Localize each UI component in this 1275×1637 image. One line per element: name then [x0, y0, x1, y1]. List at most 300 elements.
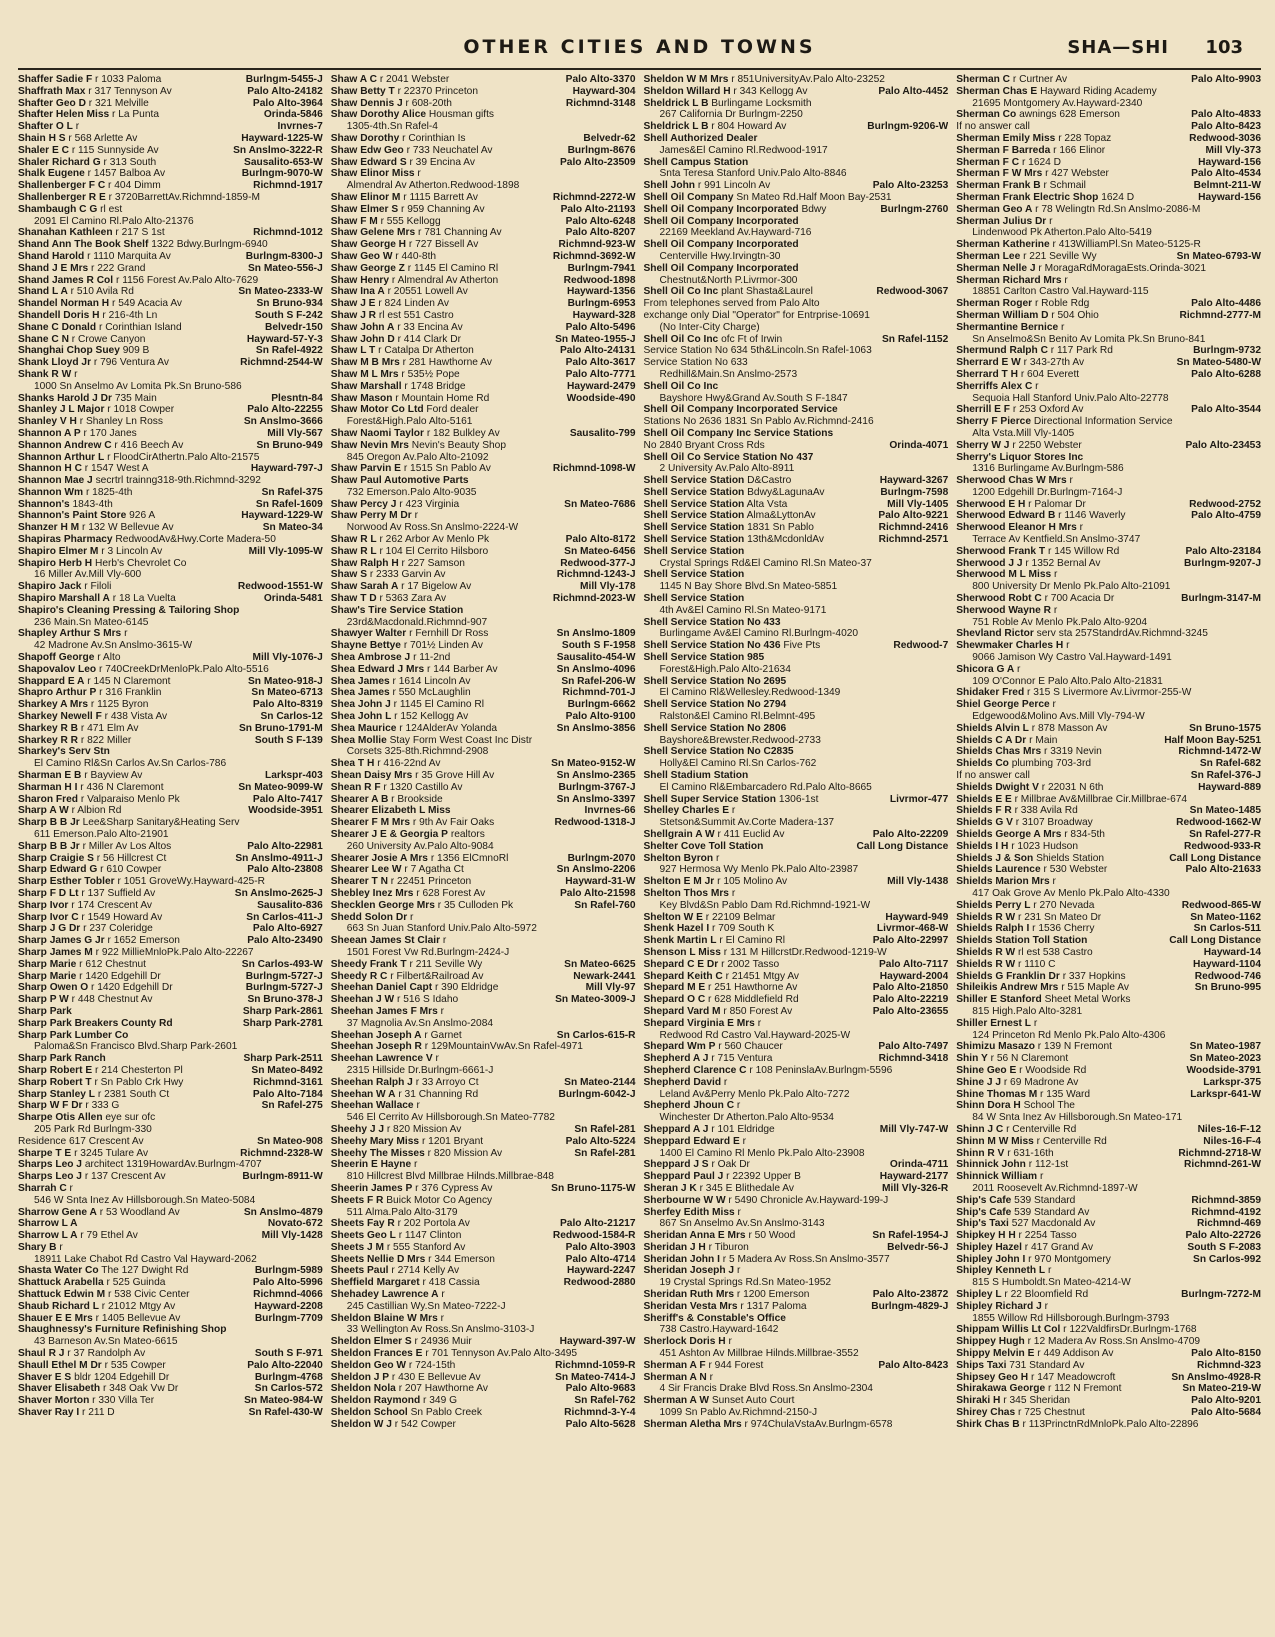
listing-entry [331, 74, 636, 86]
listing-address: r 515 Maple Av [1061, 982, 1129, 994]
listing-entry [956, 275, 1261, 287]
listing-entry [331, 971, 636, 983]
listing-address: r 117 Park Rd [1050, 345, 1113, 357]
listing-address: r 449 Addison Av [1037, 1348, 1114, 1360]
listing-address: 845 Oregon Av.Palo Alto-21092 [346, 451, 489, 463]
listing-entry [331, 1254, 636, 1266]
listing-phone: South S F-971 [254, 1348, 323, 1360]
listing-entry [644, 1159, 949, 1171]
listing-address: r 315 S Livermore Av.Livrmor-255-W [1027, 687, 1192, 699]
listing-address: r 555 Stanford Av [386, 1241, 466, 1253]
listing-address: r [1017, 663, 1021, 675]
listing-address: r [1066, 640, 1070, 652]
listing-address: r 21451 Mtgy Av [725, 970, 800, 982]
listing-address: 1000 Sn Anselmo Av Lomita Pk.Sn Bruno-586 [34, 380, 242, 392]
listing-name: Shaw S [330, 569, 367, 581]
listing-phone: Richmnd-3-Y-4 [564, 1407, 636, 1419]
listing-name: Shaw George Z [330, 262, 405, 274]
listing-address: r [440, 1005, 445, 1017]
listing-address: r 5490 Chronicle Av.Hayward-199-J [728, 1194, 889, 1206]
listing-name: Shearer A B [330, 793, 389, 805]
listing-entry [956, 357, 1261, 369]
listing-name: Shelton E M Jr [643, 876, 715, 888]
listing-name: Shasta Water Co [18, 1265, 99, 1277]
listing-entry [331, 770, 636, 782]
listing-entry [956, 180, 1261, 192]
listing-address: No 2840 Bryant Cross Rds [643, 439, 765, 451]
listing-name: Shearer Elizabeth L Miss [330, 805, 451, 817]
listing-name: Shell Service Station No 433 [643, 616, 781, 628]
listing-address: r 17 Bigelow Av [401, 581, 472, 593]
listing-entry [18, 959, 323, 971]
listing-entry [18, 1348, 323, 1360]
listing-entry [956, 617, 1261, 629]
listing-entry [956, 1218, 1261, 1230]
listing-name: Shiller E Stanford [956, 994, 1042, 1006]
listing-address: r [414, 1159, 418, 1171]
listing-address: r [69, 1182, 73, 1194]
listing-name: Shaw M L Mrs [330, 368, 399, 380]
listing-entry [956, 1277, 1261, 1289]
listing-entry [644, 711, 949, 723]
listing-entry [956, 900, 1261, 912]
listing-phone: Hayward-797-J [250, 463, 323, 475]
listing-phone: Sn Mateo-8492 [251, 1064, 323, 1076]
listing-name: Sherman A F [643, 1359, 706, 1371]
listing-phone: Mill Vly-1405 [887, 498, 949, 510]
listing-address: 735 Main [114, 392, 157, 404]
listing-name: Shaw Elinor M [330, 191, 401, 203]
listing-entry [956, 286, 1261, 298]
listing-address: 539 Standard [1014, 1194, 1076, 1206]
listing-address: 815 S Humboldt.Sn Mateo-4214-W [972, 1277, 1131, 1289]
listing-entry [331, 1100, 636, 1112]
listing-name: Shaw Sarah A [330, 581, 399, 593]
listing-address: r 2002 Tasso [721, 958, 780, 970]
listing-name: Shelton W E [643, 911, 703, 923]
listing-entry [331, 310, 636, 322]
listing-address: 205 Park Rd Burlngm-330 [34, 1123, 152, 1135]
listing-phone: Palo Alto-8150 [1191, 1348, 1261, 1360]
listing-address: 611 Emerson.Palo Alto-21901 [34, 829, 169, 840]
listing-entry [18, 393, 323, 405]
listing-entry [644, 1006, 949, 1018]
listing-entry [644, 416, 949, 428]
listing-name: Shelton Byron [643, 852, 714, 864]
listing-name: Shell Oil Company Incorporated [643, 262, 799, 274]
listing-phone: Mill Vly-97 [585, 982, 636, 994]
listing-name: Shipley Kenneth L [956, 1265, 1046, 1277]
listing-address: Stetson&Summit Av.Corte Madera-137 [659, 817, 835, 829]
listing-address: r Alto [97, 652, 121, 664]
listing-entry [644, 1395, 949, 1407]
listing-name: Shanzer H M [18, 522, 80, 534]
listing-name: Shaw Gelene Mrs [330, 227, 416, 239]
listing-name: Sheldon Blaine W Mrs [330, 1312, 438, 1324]
listing-name: Shalk Eugene [18, 168, 85, 180]
listing-address: Burlingame Av&El Camino Rl.Burlngm-4020 [659, 628, 859, 640]
listing-address: 1145 N Bay Shore Blvd.Sn Mateo-5851 [659, 581, 838, 593]
listing-phone: Richmnd-701-J [562, 687, 636, 699]
listing-entry [956, 74, 1261, 86]
listing-name: Sherwood Wayne R [956, 604, 1051, 616]
listing-entry [644, 428, 949, 440]
listing-entry [18, 1395, 323, 1407]
listing-entry [331, 1383, 636, 1395]
listing-address: Sn Anselmo&Sn Benito Av Lomita Pk.Sn Bruno-841 [972, 333, 1206, 345]
listing-name: Shecklen George Mrs [330, 899, 435, 911]
listing-address: r 1145 El Camino Rl [407, 262, 499, 274]
listing-name: Shanghai Chop Suey [18, 345, 120, 357]
listing-name: Sherman William D [956, 309, 1049, 321]
listing-name: Sharp W F Dr [18, 1100, 83, 1112]
listing-address: r 330 Villa Ter [92, 1395, 155, 1407]
listing-entry [18, 1136, 323, 1148]
listing-name: Sharman E B [18, 770, 82, 782]
listing-address: r 22031 N 6th [1041, 781, 1104, 793]
listing-entry [331, 676, 636, 688]
listing-entry [331, 334, 636, 346]
listing-phone: Hayward-304 [572, 85, 636, 97]
listing-name: Shaw Motor Co Ltd [330, 404, 424, 416]
listing-entry [956, 145, 1261, 157]
listing-name: Sheehan Joseph R [330, 1041, 422, 1053]
listing-entry [644, 605, 949, 617]
listing-name: Shiel George Perce [956, 699, 1050, 711]
listing-name: Sheets Nellie D Mrs [330, 1253, 426, 1265]
listing-name: Sheean James St Clair [330, 935, 441, 947]
listing-phone: Sn Mateo-219-W [1182, 1383, 1261, 1395]
listing-phone: Burlngm-7709 [254, 1312, 323, 1324]
listing-entry [644, 1277, 949, 1289]
listing-address: r [124, 628, 128, 640]
listing-entry [331, 275, 636, 287]
listing-entry [331, 923, 636, 935]
listing-address: r Filbert&Railroad Av [390, 970, 484, 982]
listing-phone: Belmnt-211-W [1193, 180, 1261, 192]
listing-name: Sheldon Elmer S [330, 1336, 412, 1348]
listing-entry [18, 581, 323, 593]
listing-phone: Palo Alto-5996 [252, 1277, 323, 1289]
listing-name: Shapiro's Cleaning Pressing & Tailoring Shop [18, 604, 240, 616]
listing-entry [331, 888, 636, 900]
listing-address: r Brookside [391, 793, 443, 805]
listing-name: Shaw Parvin E [330, 463, 401, 475]
listing-phone: Hayward-2247 [566, 1265, 636, 1277]
listing-entry [331, 735, 636, 747]
listing-entry [331, 1336, 636, 1348]
listing-name: Sherman Chas E [956, 85, 1038, 97]
listing-name: Shidaker Fred [956, 687, 1025, 699]
listing-name: Sheldon Frances E [330, 1348, 423, 1360]
listing-phone: Belvedr-56-J [887, 1241, 949, 1253]
listing-address: r [1052, 876, 1056, 888]
listing-address: r 820 Mission Av [386, 1123, 462, 1135]
listing-name: Shell Authorized Dealer [643, 132, 758, 144]
listing-entry [331, 687, 636, 699]
listing-entry [331, 711, 636, 723]
listing-entry [644, 393, 949, 405]
listing-address: r 53 Woodland Av [99, 1206, 180, 1218]
listing-address: r [1054, 569, 1058, 581]
listing-entry [331, 1277, 636, 1289]
listing-entry [644, 546, 949, 558]
listing-entry [956, 1053, 1261, 1065]
listing-phone: Hayward-889 [1198, 781, 1261, 793]
listing-address: eye sur ofc [105, 1112, 156, 1124]
listing-entry [644, 251, 949, 263]
listing-address: r 101 Eldridge [711, 1123, 775, 1135]
listing-address: r 974ChulaVstaAv.Burlngm-6578 [744, 1418, 893, 1430]
listing-name: Shallenberger F C [18, 180, 106, 192]
listing-entry [644, 74, 949, 86]
listing-name: Sharp Park Breakers County Rd [18, 1017, 173, 1029]
listing-name: Shepard Wm P [643, 1041, 716, 1053]
listing-phone: Burlngm-8676 [567, 144, 636, 156]
listing-name: Sharon Fred [18, 793, 79, 805]
listing-name: Shields F R [956, 805, 1012, 817]
listing-address: Stay Form West Coast Inc Distr [389, 734, 533, 746]
listing-address: 1099 Sn Pablo Av.Richmnd-2150-J [659, 1407, 818, 1419]
listing-entry [331, 1395, 636, 1407]
listing-name: Sheldrick L B [643, 121, 709, 133]
listing-entry [956, 510, 1261, 522]
listing-address: Nevin's Beauty Shop [411, 439, 506, 451]
listing-entry [956, 947, 1261, 959]
listing-entry [331, 1207, 636, 1219]
listing-phone: Redwood-1584-R [552, 1230, 636, 1242]
listing-entry [644, 841, 949, 853]
listing-entry [18, 74, 323, 86]
listing-entry [644, 640, 949, 652]
listing-name: Sherrard T H [956, 368, 1018, 380]
listing-entry [644, 959, 949, 971]
column-3 [644, 74, 949, 1431]
listing-name: Sharp Esther Tobler [18, 876, 115, 888]
listing-address: r 2254 Tasso [1018, 1230, 1077, 1242]
listing-entry [18, 298, 323, 310]
listing-name: Shannon Wm [18, 486, 84, 498]
listing-entry [18, 499, 323, 511]
listing-name: Sharp Ivor C [18, 911, 79, 923]
listing-entry [18, 1277, 323, 1289]
listing-entry [18, 699, 323, 711]
listing-address: If no answer call [956, 770, 1030, 782]
listing-address: plumbing 703-3rd [1011, 758, 1092, 770]
listing-name: Sheets F R [330, 1194, 384, 1206]
listing-address: r Filoli [84, 581, 112, 593]
listing-phone: Richmnd-2571 [878, 534, 949, 546]
listing-name: Sheridan Joseph J [643, 1265, 735, 1277]
listing-entry [18, 133, 323, 145]
listing-name: Shauer E E Mrs [18, 1312, 93, 1324]
listing-phone: Palo Alto-9221 [878, 510, 949, 522]
listing-name: Sheldon W J [330, 1418, 392, 1430]
listing-address: serv sta 257StandrdAv.Richmnd-3245 [1036, 628, 1208, 640]
listing-address: r 152 Kellogg Av [394, 711, 469, 723]
listing-name: Shaver Ray I [18, 1407, 80, 1419]
listing-address: r [75, 121, 80, 133]
listing-phone: Niles-16-F-12 [1197, 1123, 1261, 1135]
listing-address: r 1018 Cowper [107, 404, 175, 416]
listing-name: Sherry F Pierce [956, 416, 1031, 428]
listing-name: Shicora G A [956, 663, 1015, 675]
listing-address: r 2250 Webster [1012, 439, 1082, 451]
listing-entry [956, 982, 1261, 994]
listing-address: r 510 Avila Rd [70, 286, 134, 298]
listing-entry [18, 1018, 323, 1030]
listing-phone: Call Long Distance [1169, 852, 1261, 864]
listing-name: Sheridan J H [643, 1241, 706, 1253]
listing-address: r Millbrae Av&Millbrae Cir.Millbrae-674 [1014, 793, 1188, 805]
listing-phone: Sn Bruno-934 [256, 298, 323, 310]
listing-entry [956, 1348, 1261, 1360]
listing-name: Shell Service Station [643, 522, 745, 534]
listing-entry [18, 157, 323, 169]
listing-name: Sharman H I [18, 781, 78, 793]
listing-entry [18, 121, 323, 133]
listing-address: r Crowe Canyon [71, 333, 146, 345]
listing-name: Shanks Harold J Dr [18, 392, 112, 404]
listing-phone: Palo Alto-4759 [1191, 510, 1261, 522]
listing-address: r 104 El Cerrito Hilsboro [379, 545, 489, 557]
listing-entry [331, 664, 636, 676]
listing-name: Shea Mollie [330, 734, 387, 746]
listing-phone: Palo Alto-9903 [1191, 74, 1261, 85]
listing-name: Shippey Hugh [956, 1336, 1025, 1348]
listing-phone: Richmnd-3161 [253, 1076, 323, 1088]
listing-name: Sharp Craigie S [18, 852, 94, 864]
listing-address: r 922 MillieMnloPk.Palo Alto-22267 [95, 946, 254, 958]
listing-entry [644, 381, 949, 393]
listing-address: r 12 Madera Av Ross.Sn Anslmo-4709 [1027, 1336, 1201, 1348]
listing-address: r 423 Virginia [399, 498, 460, 510]
listing-address: 815 High.Palo Alto-3281 [972, 1005, 1083, 1017]
listing-address: r [1069, 475, 1073, 487]
listing-name: Shaw F M [330, 215, 378, 227]
listing-phone: Sn Mateo-5480-W [1176, 357, 1261, 369]
listing-address: r Main [1029, 734, 1058, 746]
listing-name: Shand J E Mrs [18, 262, 89, 274]
listing-entry [18, 794, 323, 806]
listing-phone: Plesntn-84 [271, 392, 323, 404]
listing-entry [331, 416, 636, 428]
listing-entry [956, 876, 1261, 888]
listing-name: Sherry's Liquor Stores Inc [956, 451, 1084, 463]
listing-address: 2 University Av.Palo Alto-8911 [659, 463, 795, 475]
listing-address: From telephones served from Palo Alto [643, 298, 820, 310]
listing-name: Sharrow L A [18, 1230, 78, 1242]
listing-address: r 174 Crescent Av [71, 899, 153, 911]
listing-phone: Livrmor-477 [889, 793, 949, 805]
listing-name: Shields Marion Mrs [956, 876, 1050, 888]
listing-entry [18, 1089, 323, 1101]
listing-address: r 1825-4th [85, 486, 133, 498]
listing-entry [644, 145, 949, 157]
listing-phone: Sn Bruno-1575 [1189, 722, 1261, 734]
listing-address: r [742, 1135, 746, 1147]
listing-name: Shea James [330, 675, 390, 687]
listing-name: Shimizu Masazo [956, 1041, 1035, 1053]
listing-entry [644, 1041, 949, 1053]
listing-phone: Sn Mateo-908 [257, 1135, 323, 1147]
listing-name: Shapiro Herb H [18, 557, 93, 569]
listing-entry [18, 487, 323, 499]
listing-entry [18, 805, 323, 817]
listing-name: Shean Daisy Mrs [330, 770, 413, 782]
listing-address: r 1624 D [1021, 156, 1062, 168]
listing-phone: Mill Vly-567 [267, 427, 323, 439]
listing-entry [956, 1372, 1261, 1384]
listing-entry [956, 487, 1261, 499]
listing-entry [18, 1159, 323, 1171]
listing-phone: Sn Anslmo-4879 [243, 1206, 323, 1218]
listing-phone: Sn Rafel-281 [574, 1147, 636, 1159]
listing-phone: Palo Alto-6248 [565, 215, 636, 227]
listing-entry [956, 1171, 1261, 1183]
listing-phone: Sn Mateo-9099-W [238, 781, 323, 793]
listing-address: r 131 M HillcrstDr.Redwood-1219-W [723, 946, 887, 958]
listing-address: r 145 Willow Rd [1047, 545, 1120, 557]
listing-entry [644, 133, 949, 145]
listing-phone: Richmnd-2328-W [240, 1147, 323, 1159]
listing-address: r 1405 Bellevue Av [95, 1312, 181, 1324]
listing-name: Sheets Paul [330, 1265, 389, 1277]
listing-name: Shields R W [956, 911, 1016, 923]
listing-name: Shields Dwight V [956, 781, 1039, 793]
listing-phone: Sn Bruno-378-J [247, 994, 323, 1006]
listing-phone: Sn Mateo-7686 [564, 498, 636, 510]
listing-phone: Palo Alto-23655 [872, 1005, 949, 1017]
listing-address: 109 O'Connor E Palo Alto.Palo Alto-21831 [972, 675, 1163, 687]
listing-phone: Burlngm-9207-J [1184, 557, 1261, 569]
listing-entry [331, 959, 636, 971]
listing-name: Sharp B B Jr [18, 840, 80, 852]
listing-name: Sherrard E W [956, 357, 1021, 369]
listing-name: Shell Oil Co Inc [643, 286, 719, 298]
listing-phone: Richmnd-2544-W [240, 357, 323, 369]
listing-entry [331, 180, 636, 192]
listing-address: r 2041 Webster [379, 74, 450, 85]
listing-entry [644, 829, 949, 841]
listing-name: Shelley Charles E [643, 805, 730, 817]
listing-phone: Mill Vly-1428 [261, 1230, 323, 1242]
listing-address: Sequoia Hall Stanford Univ.Palo Alto-22778 [972, 392, 1169, 404]
listing-phone: Larkspr-641-W [1190, 1088, 1261, 1100]
listing-name: Shaughnessy's Furniture Refinishing Shop [18, 1324, 227, 1336]
listing-address: r Valparaiso Menlo Pk [80, 793, 180, 805]
listing-entry [644, 180, 949, 192]
listing-entry [956, 393, 1261, 405]
listing-entry [18, 168, 323, 180]
listing-address: r 18 La Vuelta [112, 593, 176, 605]
listing-entry [956, 1242, 1261, 1254]
listing-address: r 317 Tennyson Av [88, 85, 172, 97]
listing-entry [18, 711, 323, 723]
listing-entry [956, 1112, 1261, 1124]
listing-name: Sharrow L A [18, 1218, 78, 1230]
listing-name: Ships Taxi [956, 1359, 1007, 1371]
listing-address: secrtrl trainng318-9th.Richmnd-3292 [95, 475, 261, 487]
listing-name: Shields Ralph I [956, 923, 1030, 935]
listing-address: Ford dealer [426, 404, 479, 416]
listing-address: r 343-27th Av [1023, 357, 1085, 369]
listing-phone: Richmnd-1243-J [556, 569, 636, 581]
listing-name: Shea Maurice [330, 722, 397, 734]
listing-entry [18, 1407, 323, 1419]
listing-entry [644, 817, 949, 829]
listing-entry [18, 1171, 323, 1183]
